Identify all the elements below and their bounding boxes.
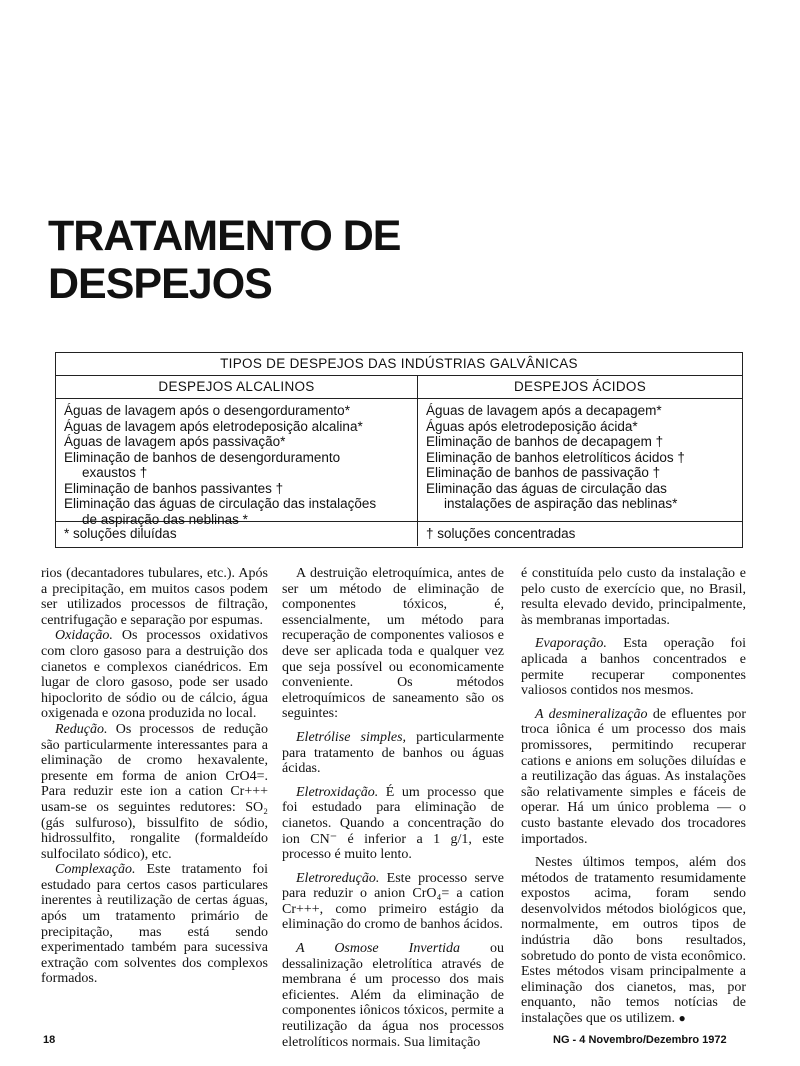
paragraph: Complexação. Este tratamento foi estudado para certos casos particulares inerentes à reutilização de certas águas, após um tratamento primário de precipitação, mas está sendo experimentado também para sucessiva extração com solventes dos complexos formados. (41, 862, 268, 987)
term: Eletroredução. (296, 870, 380, 886)
term: Evaporação. (535, 636, 607, 652)
dilute-note: * soluções diluídas (56, 522, 418, 546)
list-item: instalações de aspiração das neblinas* (444, 496, 678, 511)
paragraph: Redução. Os processos de redução são particularmente interessantes para a eliminação de cromo hexavalente, presente em forma de anion CrO4=. Para reduzir este ion a cation Cr+++ usam-se os seguintes redutores: SO₂ (gás sulfuroso), bissulfito de sódio, hidrossulfito, rongalite (formaldeído sulfocilato sódico), etc. (41, 721, 268, 862)
list-item: Águas de lavagem após eletrodeposição alcalina* (64, 418, 363, 434)
list-item: Águas de lavagem após o desengorduramento* (64, 403, 350, 418)
end-of-article-mark: ● (678, 1011, 686, 1026)
term: A Osmose Invertida (296, 941, 460, 957)
paragraph: Oxidação. Os processos oxidativos com cloro gasoso para a destruição dos cianetos e complexos cianédricos. Em lugar de cloro gasoso, pode ser usado hipoclorito de sódio ou de cálcio, água oxigenada e ozona produzida no local. (41, 628, 268, 722)
text-column-1 (41, 566, 268, 987)
list-item: Eliminação de banhos de passivação † (426, 465, 661, 480)
title-line-2: DESPEJOS (48, 260, 272, 308)
list-item: Águas de lavagem após a decapagem* (426, 403, 662, 418)
alkaline-list (56, 399, 418, 527)
term: Eletroxidação. (296, 784, 379, 800)
title-line-1: TRATAMENTO DE (48, 212, 401, 260)
acid-header: DESPEJOS ÁCIDOS (513, 379, 647, 394)
paragraph: A desmineralização de efluentes por troca iônica é um processo dos mais promissores, permitindo recuperar cations e anions em soluções diluídas e a reutilização das águas. As instalações são relativamente simples e fáceis de operar. Há um único problema — o custo bastante elevado dos trocadores importados. (521, 706, 746, 847)
list-item: Eliminação de banhos eletrolíticos ácidos † (426, 449, 685, 465)
list-item: Águas após eletrodeposição ácida* (426, 418, 638, 434)
paragraph: rios (decantadores tubulares, etc.). Após a precipitação, em muitos casos podem ser utilizados processos de filtração, centrifugação e separação por espumas. (41, 566, 268, 628)
article-title (48, 212, 400, 308)
paragraph: A Osmose Invertida ou dessalinização eletrolítica através de membrana é um processo dos mais eficientes. Além da eliminação de componentes iônicos tóxicos, permite a reutilização da água nos processos eletrolíticos normais. Sua limitação (282, 941, 504, 1050)
term: Oxidação. (55, 628, 113, 644)
list-item: Eliminação de banhos passivantes † (64, 480, 284, 496)
paragraph: Eletroredução. Este processo serve para reduzir o anion CrO₄= a cation Cr+++, como primeiro estágio da eliminação do cromo de banhos ácidos. (282, 870, 504, 933)
paragraph: A destruição eletroquímica, antes de ser um método de eliminação de componentes tóxicos, é, essencialmente, um método para recuperação de componentes valiosos e deve ser aplicada toda e qualquer vez que seja possível ou economicamente conveniente. Os métodos eletroquímicos de saneamento são os seguintes: (282, 566, 504, 722)
list-item: Eliminação de banhos de desengorduramento (64, 449, 341, 465)
table-heading: TIPOS DE DESPEJOS DAS INDÚSTRIAS GALVÂNICAS (56, 353, 742, 376)
paragraph: Nestes últimos tempos, além dos métodos de tratamento resumidamente expostos acima, foram sendo desenvolvidos métodos biológicos que, normalmente, em outros tipos de indústria dão bons resultados, sobretudo do ponto de vista econômico. Estes métodos visam principalmente a eliminação dos cianetos, mas, por enquanto, não temos notícias de instalações que os utilizem. ● (521, 855, 746, 1027)
list-item: exaustos † (82, 465, 148, 480)
text-column-2 (282, 566, 504, 1050)
waste-types-table (55, 352, 743, 548)
paragraph: Evaporação. Esta operação foi aplicada a banhos concentrados e permite recuperar componentes valiosos contidos nos mesmos. (521, 636, 746, 699)
paragraph: é constituída pelo custo da instalação e pelo custo de exercício que, no Brasil, resulta elevado devido, principalmente, às membranas importadas. (521, 566, 746, 628)
issue-line: NG - 4 Novembro/Dezembro 1972 (553, 1034, 727, 1046)
paragraph: Eletrólise simples, particularmente para tratamento de banhos ou águas ácidas. (282, 729, 504, 777)
list-item: de aspiração das neblinas * (82, 511, 248, 527)
list-item: Eliminação das águas de circulação das (426, 480, 667, 496)
term: Eletrólise simples, (296, 729, 407, 745)
concentrated-note: † soluções concentradas (426, 526, 576, 541)
text-column-3 (521, 566, 746, 1027)
list-item: Águas de lavagem após passivação* (64, 434, 286, 449)
term: Redução. (55, 721, 108, 737)
page-number: 18 (43, 1034, 56, 1046)
term: A desmineralização (535, 706, 648, 722)
alkaline-header: DESPEJOS ALCALINOS (56, 376, 418, 398)
acid-list (418, 399, 742, 521)
list-item: Eliminação das águas de circulação das instalações (64, 496, 377, 511)
paragraph: Eletroxidação. É um processo que foi estudado para eliminação de cianetos. Quando a concentração do ion CN⁻ é inferior a 1 g/1, este processo é muito lento. (282, 784, 504, 863)
term: Complexação. (55, 862, 136, 878)
list-item: Eliminação de banhos de decapagem † (426, 434, 664, 449)
